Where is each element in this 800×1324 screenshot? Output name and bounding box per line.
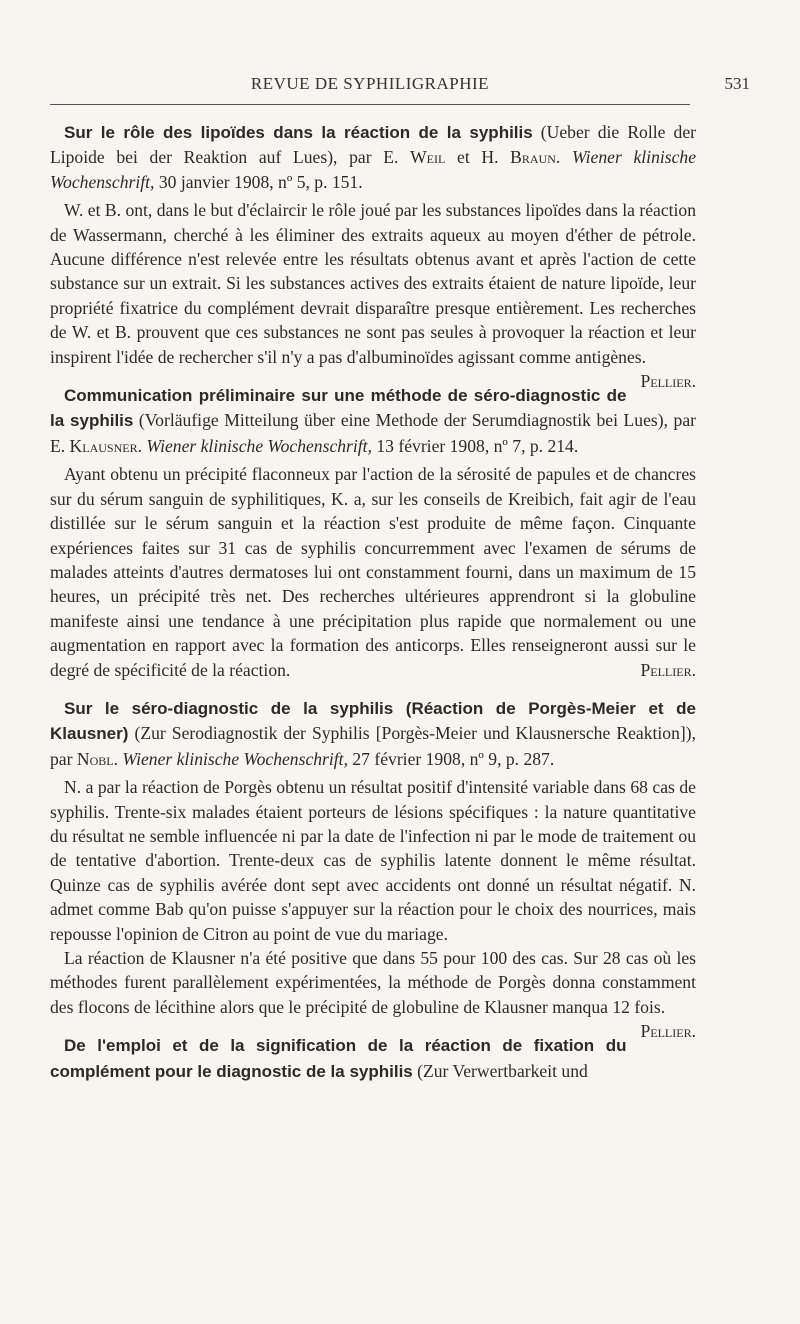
author-name: Weil bbox=[410, 147, 446, 168]
article-fixation bbox=[50, 1033, 696, 1084]
author-conjunction: et H. bbox=[445, 147, 511, 168]
article-reference: (Zur Serodiagnostik der Syphilis [Porgès-Meier und Klausnersche Reaktion]), par bbox=[50, 723, 696, 769]
signature: Pellier. bbox=[640, 1021, 696, 1042]
author-initial: E. bbox=[383, 147, 411, 168]
article-nobl bbox=[50, 696, 696, 1042]
article-lipoides bbox=[50, 120, 697, 392]
author-name: Nobl bbox=[76, 748, 114, 769]
article-title: De l'emploi et de la signification de la réaction de fixation du complément pour le diagnostic de la syphilis bbox=[50, 1036, 627, 1081]
article-reference: (Ueber die Rolle der Lipoide bei der Reaktion auf Lues), par bbox=[50, 122, 696, 168]
author-name: Braun bbox=[510, 147, 556, 168]
article-heading bbox=[50, 1033, 696, 1084]
header-rule bbox=[50, 104, 690, 105]
article-paragraph bbox=[50, 775, 696, 946]
article-title: Sur le rôle des lipoïdes dans la réaction de la syphilis bbox=[64, 123, 533, 142]
running-title: REVUE DE SYPHILIGRAPHIE bbox=[250, 74, 490, 93]
article-heading bbox=[50, 383, 696, 458]
running-head bbox=[50, 74, 750, 98]
article-title: Communication préliminaire sur une méthode de séro-diagnostic de la syphilis bbox=[50, 386, 627, 431]
signature: Pellier. bbox=[640, 371, 696, 392]
article-reference: (Vorläufige Mitteilung über eine Methode der Serumdiagnostik bei Lues), par E. bbox=[50, 410, 696, 456]
article-paragraph bbox=[50, 462, 696, 682]
journal-name: Wiener klinische Wochenschrift, bbox=[146, 435, 372, 456]
article-paragraph bbox=[50, 946, 696, 1042]
reference-date: 27 février 1908, nº 9, p. 287. bbox=[347, 748, 555, 769]
paragraph-text: N. a par la réaction de Porgès obtenu un résultat positif d'intensité variable dans 68 cas de syphilis. Trente-six malades étaient porteurs de lésions spécifiques : la nature quantitative du résultat ne semble influencée ni par la date de l'infection ni par le mode de traitement ou de tentative d'abortion. Trente-deux cas de syphilis latente donnent le même résultat. Quinze cas de syphilis avérée dont sept avec accidents ont donné un résultat négatif. N. admet comme Bab qu'on puisse s'appuyer sur la réaction pour le choix des nourrices, mais repousse l'opinion de Citron au point de vue du mariage. bbox=[50, 777, 696, 944]
reference-date: 30 janvier 1908, nº 5, p. 151. bbox=[154, 171, 363, 192]
article-heading bbox=[50, 120, 696, 194]
reference-separator: . bbox=[137, 435, 147, 456]
article-heading bbox=[50, 696, 696, 771]
paragraph-text: Ayant obtenu un précipité flaconneux par l'action de la sérosité de papules et de chancres sur du sérum sanguin de syphilitiques, K. a, sur les conseils de Kreibich, fait agir de l'eau distillée sur le sérum sanguin et la réaction s'est produite de même façon. Cinquante expériences faites sur 31 cas de syphilis concurremment avec l'examen de sérums de malades atteints d'autres dermatoses lui ont constamment fourni, dans un maximum de 15 heures, un précipité très net. Des recherches ultérieures apprendront si la globuline manifeste ainsi une tendance à une précipitation plus rapide que normalement ou une augmentation en rapport avec la formation des anticorps. Elles renseigneront aussi sur le degré de spécificité de la réaction. bbox=[50, 464, 696, 680]
paragraph-text: W. et B. ont, dans le but d'éclaircir le rôle joué par les substances lipoïdes dans la réaction de Wassermann, cherché à les éliminer des extraits aqueux au moyen d'éther de pétrole. Aucune différence n'est relevée entre les résultats obtenus avant et après l'action de cette substance sur un extrait. Si les substances actives des extraits étaient de nature lipoïde, leur propriété fixatrice du complément devrait disparaître presque entièrement. Les recherches de W. et B. prouvent que ces substances ne sont pas seules à provoquer la réaction et leur inspirent l'idée de rechercher s'il n'y a pas d'albuminoïdes agissant comme antigènes. bbox=[50, 200, 696, 367]
article-title: Sur le séro-diagnostic de la syphilis (Réaction de Porgès-Meier et de Klausner) bbox=[50, 698, 696, 744]
article-reference: (Zur Verwertbarkeit und bbox=[412, 1060, 588, 1081]
journal-name: Wiener klinische Wochenschrift, bbox=[122, 748, 348, 769]
article-klausner bbox=[50, 383, 696, 682]
page-number: 531 bbox=[724, 74, 750, 93]
paragraph-text: La réaction de Klausner n'a été positive que dans 55 pour 100 des cas. Sur 28 cas où les méthodes furent parallèlement expérimentées, la méthode de Porgès donna constamment des flocons de lécithine alors que le précipité de globuline de Klausner manqua 12 fois. bbox=[50, 948, 696, 1017]
journal-name: Wiener klinische Wochenschrift, bbox=[50, 147, 697, 192]
signature: Pellier. bbox=[640, 659, 696, 680]
author-name: Klausner bbox=[69, 435, 138, 456]
article-paragraph bbox=[50, 198, 696, 392]
reference-separator: . bbox=[555, 147, 572, 168]
reference-date: 13 février 1908, nº 7, p. 214. bbox=[371, 435, 579, 456]
reference-separator: . bbox=[113, 748, 123, 769]
content bbox=[50, 120, 696, 1088]
